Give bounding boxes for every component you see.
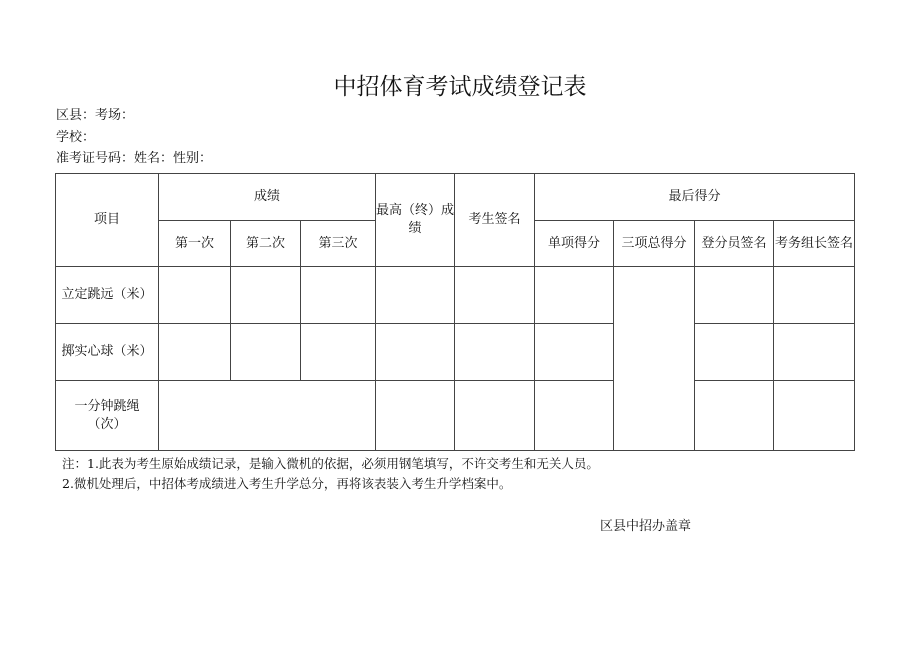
cell-ball-signature[interactable]	[455, 324, 535, 381]
header-student-signature: 考生签名	[455, 174, 535, 267]
row-label-standing-jump: 立定跳远（米）	[56, 267, 159, 324]
cell-ball-attempt-1[interactable]	[159, 324, 231, 381]
cell-rope-best[interactable]	[376, 381, 455, 451]
cell-jump-leader[interactable]	[774, 267, 855, 324]
cell-ball-best[interactable]	[376, 324, 455, 381]
note-1: 注：1.此表为考生原始成绩记录，是输入微机的依据，必须用钢笔填写，不许交考生和无关人员。	[62, 456, 599, 471]
header-line-candidate: 准考证号码：姓名：性别：	[56, 151, 213, 166]
header-attempt-3: 第三次	[301, 221, 376, 267]
note-2: 2.微机处理后，中招体考成绩进入考生升学总分，再将该表装入考生升学档案中。	[62, 476, 512, 491]
row-label-shot-put: 掷实心球（米）	[56, 324, 159, 381]
header-attempt-1: 第一次	[159, 221, 231, 267]
header-line-school: 学校：	[56, 130, 96, 145]
cell-ball-recorder[interactable]	[695, 324, 774, 381]
cell-rope-score[interactable]	[159, 381, 376, 451]
cell-ball-attempt-2[interactable]	[231, 324, 301, 381]
cell-rope-single-score[interactable]	[535, 381, 614, 451]
cell-rope-leader[interactable]	[774, 381, 855, 451]
header-line-district: 区县：考场：	[56, 108, 135, 123]
header-score: 成绩	[159, 174, 376, 221]
cell-jump-attempt-1[interactable]	[159, 267, 231, 324]
header-best-score: 最高（终）成绩	[376, 174, 455, 267]
header-attempt-2: 第二次	[231, 221, 301, 267]
cell-jump-best[interactable]	[376, 267, 455, 324]
seal-label: 区县中招办盖章	[600, 519, 692, 534]
cell-jump-signature[interactable]	[455, 267, 535, 324]
cell-ball-single-score[interactable]	[535, 324, 614, 381]
cell-jump-recorder[interactable]	[695, 267, 774, 324]
cell-jump-attempt-2[interactable]	[231, 267, 301, 324]
cell-rope-signature[interactable]	[455, 381, 535, 451]
header-leader-signature: 考务组长签名	[774, 221, 855, 267]
cell-rope-recorder[interactable]	[695, 381, 774, 451]
cell-jump-attempt-3[interactable]	[301, 267, 376, 324]
document-title: 中招体育考试成绩登记表	[333, 74, 587, 100]
header-final-score: 最后得分	[535, 174, 855, 221]
cell-ball-attempt-3[interactable]	[301, 324, 376, 381]
header-total-score: 三项总得分	[614, 221, 695, 267]
header-item: 项目	[56, 174, 159, 267]
header-recorder-signature: 登分员签名	[695, 221, 774, 267]
row-label-rope-skipping: 一分钟跳绳（次）	[56, 381, 159, 451]
cell-total-score[interactable]	[614, 267, 695, 451]
cell-ball-leader[interactable]	[774, 324, 855, 381]
cell-jump-single-score[interactable]	[535, 267, 614, 324]
score-registration-table	[55, 173, 855, 451]
header-single-score: 单项得分	[535, 221, 614, 267]
